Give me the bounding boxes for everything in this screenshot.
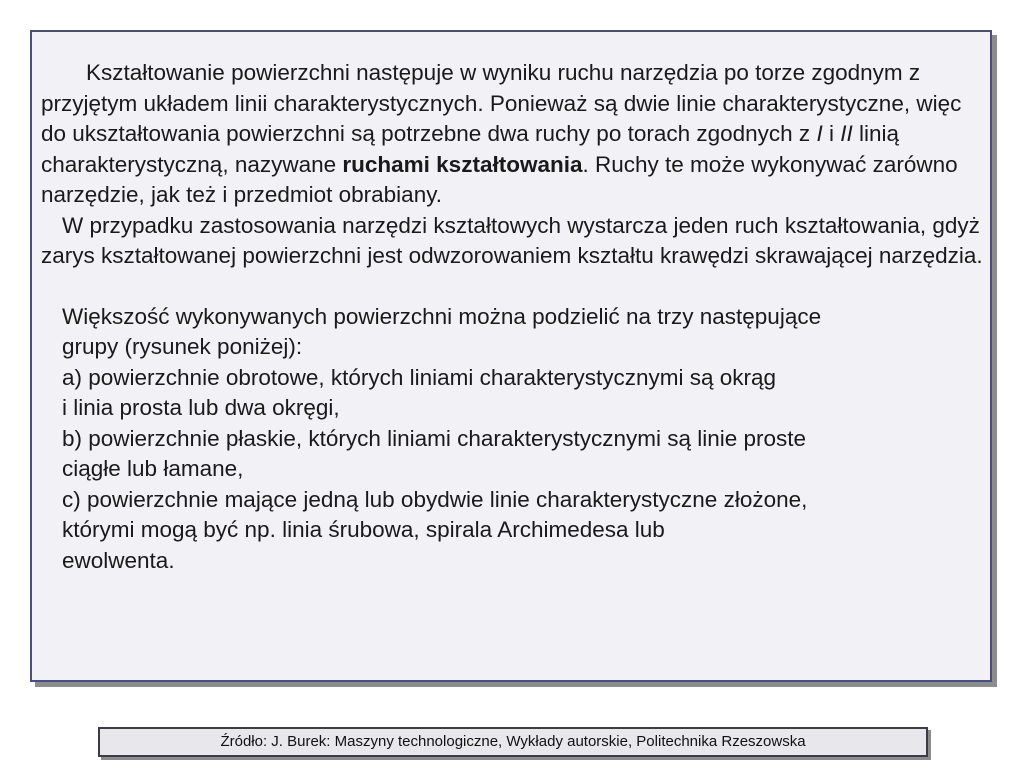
list-item-c-line-1: c) powierzchnie mające jedną lub obydwie linie charakterystyczne złożone, [62,486,808,512]
text-block [41,58,986,576]
list-intro-line-2: grupy (rysunek poniżej): [62,334,303,359]
list-item-a-line-2: i linia prosta lub dwa okręgi, [62,395,340,420]
p1-text-end: . Ruchy te może wykonywać zarówno narzędzie, jak też i przedmiot obrabiany. [41,151,958,207]
bold-term: ruchami kształtowania [342,151,583,177]
list-item-b-line-2: ciągłe lub łamane, [62,456,244,481]
list-item-b-line-1: b) powierzchnie płaskie, których liniami charakterystycznymi są linie proste [62,425,807,451]
paragraph-1 [41,58,986,211]
list-item-c-line-2: którymi mogą być np. linia śrubowa, spirala Archimedesa lub [62,517,665,542]
p1-text-start: Kształtowanie powierzchni następuje w wyniku ruchu narzędzia po torze zgodnym z przyjętym układem linii charakterystycznych. Ponieważ są dwie linie charakterystyczne, więc do ukształtowania powierzchni są potrzebne dwa ruchy po torach zgodnych z [41,60,962,146]
list-item-c-line-3: ewolwenta. [62,547,175,573]
surface-groups-list [62,302,986,577]
p1-conjunction: i [822,121,841,146]
list-item-a-line-1: a) powierzchnie obrotowe, których liniami charakterystycznymi są okrąg [62,364,777,390]
roman-numeral-two: II [840,121,853,146]
list-intro-line-1: Większość wykonywanych powierzchni można podzielić na trzy następujące [62,303,822,329]
paragraph-2: W przypadku zastosowania narzędzi kształtowych wystarcza jeden ruch kształtowania, gdyż zarys kształtowanej powierzchni jest odwzorowaniem kształtu krawędzi skrawającej narzędzia. [41,212,983,268]
p1-text-mid: linią charakterystyczną, nazywane [41,121,900,177]
roman-numeral-one: I [816,121,823,146]
source-citation: Źródło: J. Burek: Maszyny technologiczne, Wykłady autorskie, Politechnika Rzeszowska [98,727,928,757]
content-panel [30,30,992,682]
